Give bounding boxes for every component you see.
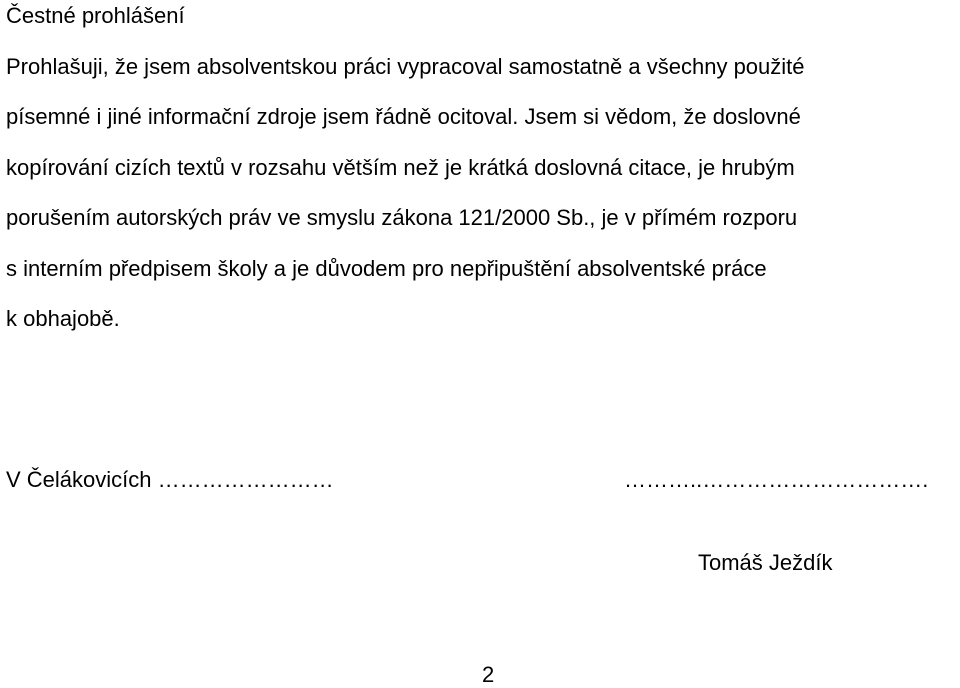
signature-line: ………..………………………….	[624, 467, 929, 492]
page-title: Čestné prohlášení	[6, 3, 185, 28]
paragraph-line: s interním předpisem školy a je důvodem pro nepřipuštění absolventské práce	[6, 256, 767, 281]
paragraph-line: kopírování cizích textů v rozsahu větším než je krátká doslovná citace, je hrubým	[6, 155, 795, 180]
paragraph-line: k obhajobě.	[6, 306, 120, 331]
place-and-date-line: V Čelákovicích ……………………	[6, 467, 334, 492]
paragraph-line: porušením autorských práv ve smyslu zákona 121/2000 Sb., je v přímém rozporu	[6, 205, 798, 230]
paragraph-line: Prohlašuji, že jsem absolventskou práci vypracoval samostatně a všechny použité	[6, 54, 805, 79]
author-name: Tomáš Ježdík	[698, 550, 833, 575]
paragraph-line: písemné i jiné informační zdroje jsem řádně ocitoval. Jsem si vědom, že doslovné	[6, 104, 801, 129]
page-number: 2	[482, 662, 495, 687]
